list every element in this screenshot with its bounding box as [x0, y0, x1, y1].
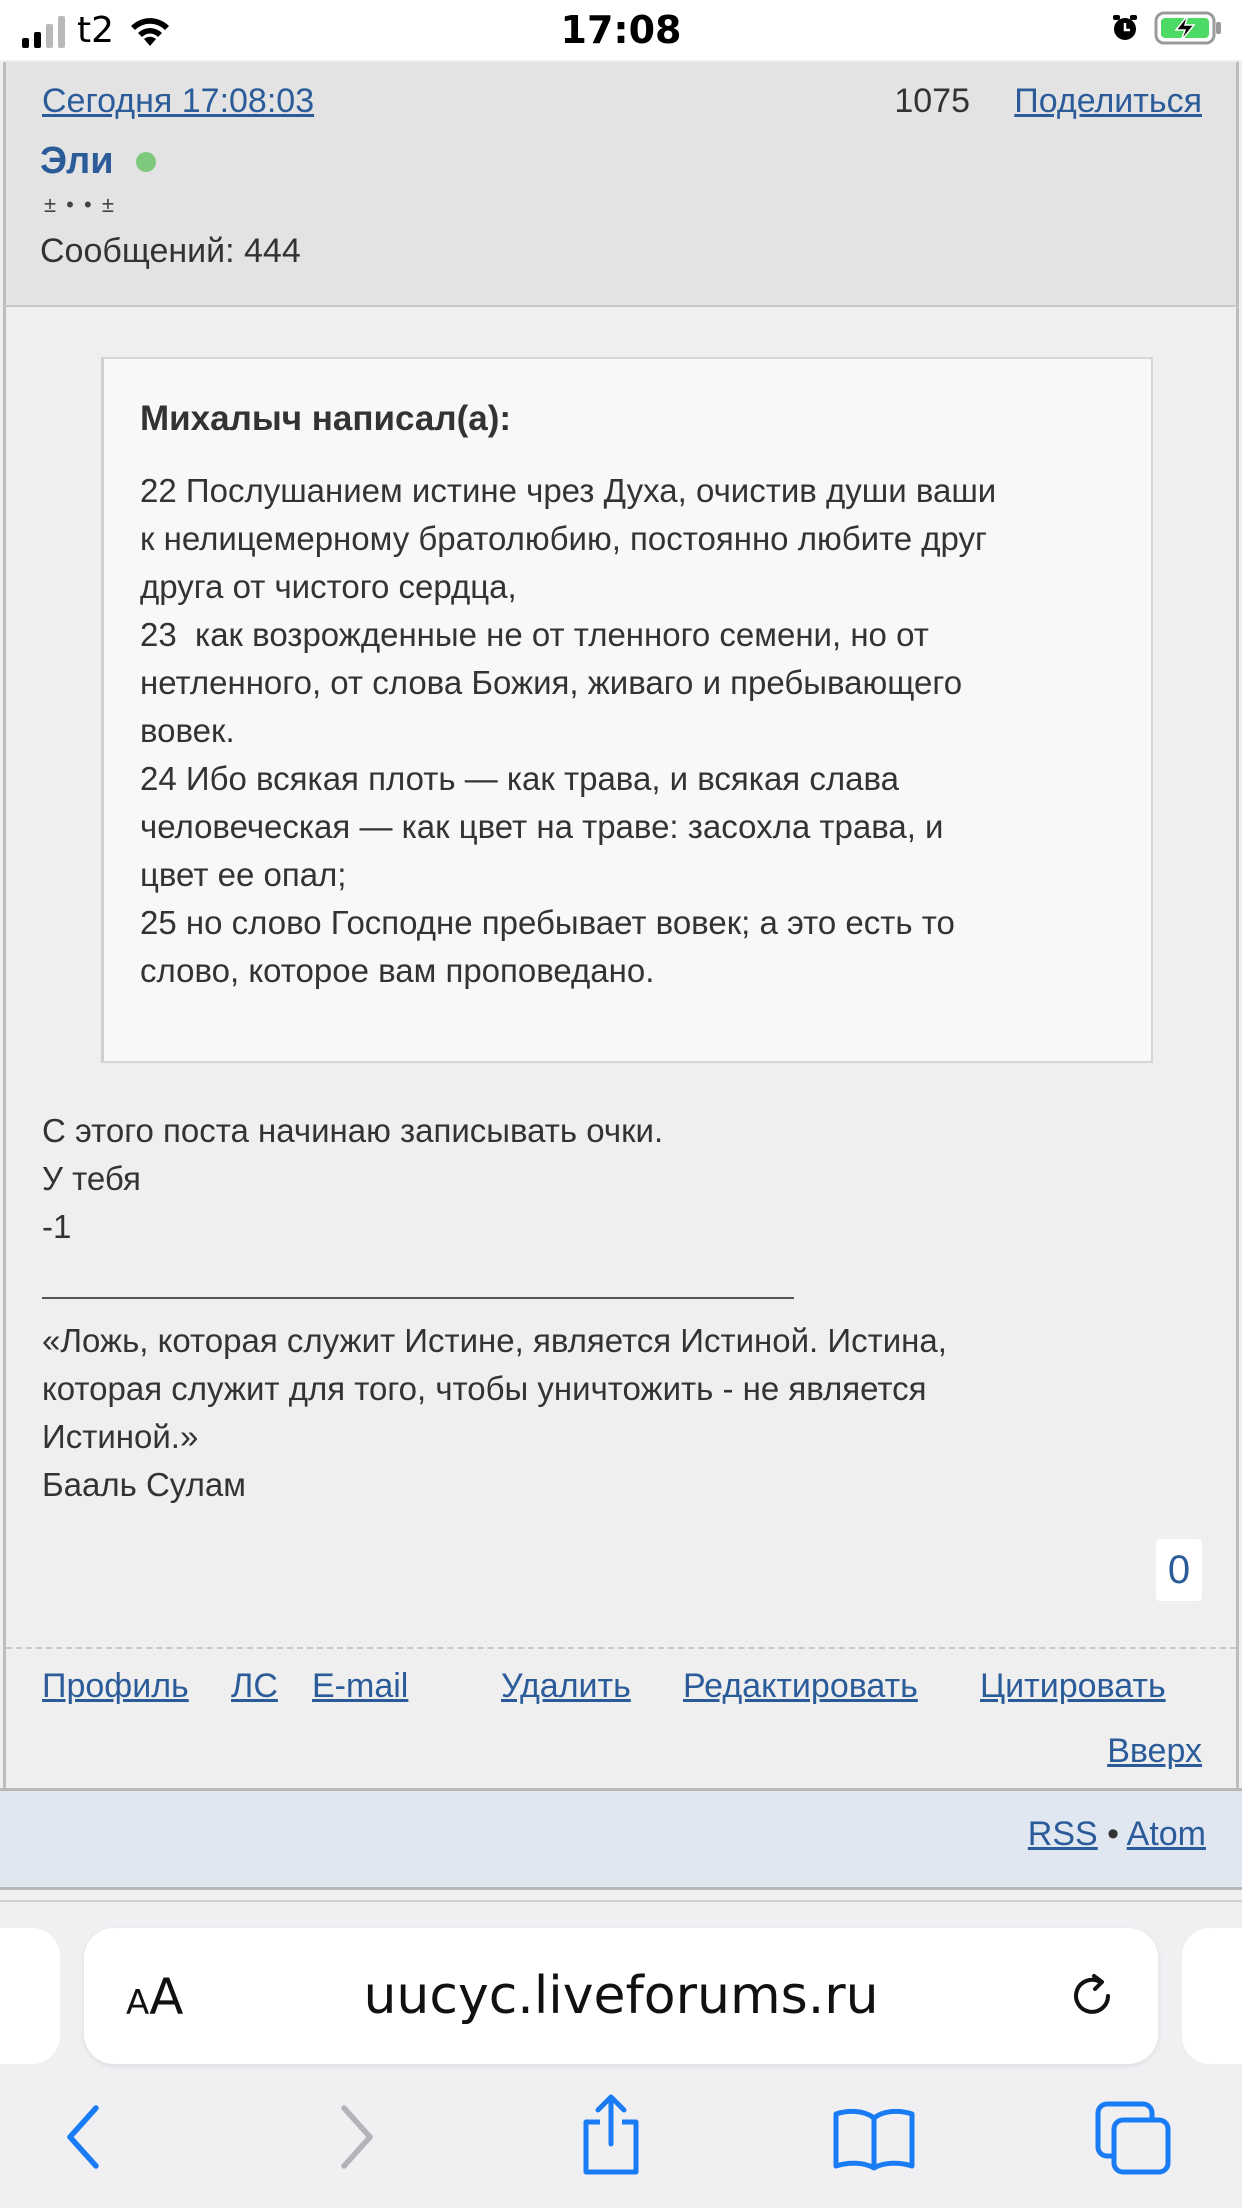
share-icon[interactable]	[578, 2092, 644, 2178]
back-to-top-link[interactable]: Вверх	[1107, 1732, 1202, 1770]
author-block	[40, 140, 156, 183]
previous-tab-peek[interactable]	[0, 1928, 60, 2064]
clock: 17:08	[560, 8, 682, 52]
signature-line: Истиной.»	[42, 1418, 199, 1455]
status-bar	[0, 0, 1242, 60]
browser-toolbar	[0, 1904, 1242, 2208]
profile-link[interactable]: Профиль	[42, 1667, 189, 1705]
post-number: 1075	[894, 82, 970, 120]
carrier-name: t2	[77, 10, 115, 51]
signature-line: Бааль Сулам	[42, 1466, 246, 1503]
edit-link[interactable]: Редактировать	[683, 1667, 918, 1705]
online-status-icon	[136, 152, 156, 172]
quote-link[interactable]: Цитировать	[980, 1667, 1166, 1705]
quote-line: 23 как возрожденные не от тленного семени, но от	[140, 616, 929, 653]
rss-link[interactable]: RSS	[1027, 1815, 1098, 1853]
feed-links	[1028, 1815, 1206, 1854]
text-size-button[interactable]: AA	[126, 1968, 184, 2026]
signature	[42, 1317, 1162, 1509]
quote-line: к нелицемерному братолюбию, постоянно любите друг	[140, 520, 988, 557]
message-count: Сообщений: 444	[40, 232, 301, 270]
tabs-icon[interactable]	[1094, 2100, 1174, 2176]
battery-charging-icon	[1154, 10, 1224, 46]
quote-line: вовек.	[140, 712, 235, 749]
quote-line: нетленного, от слова Божия, живаго и пребывающего	[140, 664, 963, 701]
quote-line: цвет ее опал;	[140, 856, 347, 893]
signature-line: «Ложь, которая служит Истине, является Истиной. Истина,	[42, 1322, 947, 1359]
quote-line: 25 но слово Господне пребывает вовек; а это есть то	[140, 904, 955, 941]
atom-link[interactable]: Atom	[1126, 1815, 1206, 1853]
status-right	[1110, 10, 1224, 46]
feed-separator: •	[1107, 1815, 1120, 1853]
quote-author: Михалыч написал(а):	[140, 399, 512, 438]
actions-divider	[6, 1647, 1236, 1649]
message-text	[42, 1107, 663, 1251]
quote-box	[101, 357, 1153, 1063]
rank-stars: ± • • ±	[44, 192, 116, 217]
author-name[interactable]: Эли	[40, 140, 114, 182]
forum-footer	[0, 1788, 1242, 1890]
pm-link[interactable]: ЛС	[231, 1667, 278, 1705]
quote-line: 22 Послушанием истине чрез Духа, очистив души ваши	[140, 472, 997, 509]
share-link[interactable]: Поделиться	[1014, 82, 1202, 120]
address-bar[interactable]	[84, 1928, 1158, 2064]
post-date-link[interactable]: Сегодня 17:08:03	[42, 82, 315, 120]
message-line: С этого поста начинаю записывать очки.	[42, 1112, 664, 1149]
quote-line: слово, которое вам проповедано.	[140, 952, 655, 989]
post-body	[3, 307, 1239, 1789]
next-tab-peek[interactable]	[1182, 1928, 1242, 2064]
reputation-counter[interactable]: 0	[1156, 1539, 1202, 1601]
page-bottom-edge	[0, 1890, 1242, 1902]
email-link[interactable]: E-mail	[312, 1667, 409, 1705]
quote-line: человеческая — как цвет на траве: засохла трава, и	[140, 808, 944, 845]
url-text[interactable]: uucyc.liveforums.ru	[363, 1966, 879, 2026]
back-icon[interactable]	[62, 2102, 108, 2172]
alarm-icon	[1110, 13, 1140, 43]
bookmarks-icon[interactable]	[832, 2106, 916, 2172]
browser-nav-row	[0, 2092, 1242, 2192]
reload-icon[interactable]	[1066, 1970, 1118, 2022]
signature-line: которая служит для того, чтобы уничтожить - не является	[42, 1370, 927, 1407]
signature-divider	[42, 1297, 794, 1299]
message-line: -1	[42, 1208, 72, 1245]
delete-link[interactable]: Удалить	[501, 1667, 631, 1705]
post-header	[3, 62, 1239, 307]
forward-icon[interactable]	[332, 2102, 378, 2172]
quote-line: 24 Ибо всякая плоть — как трава, и всякая слава	[140, 760, 899, 797]
quote-text	[140, 467, 1130, 995]
quote-line: друга от чистого сердца,	[140, 568, 517, 605]
message-line: У тебя	[42, 1160, 141, 1197]
